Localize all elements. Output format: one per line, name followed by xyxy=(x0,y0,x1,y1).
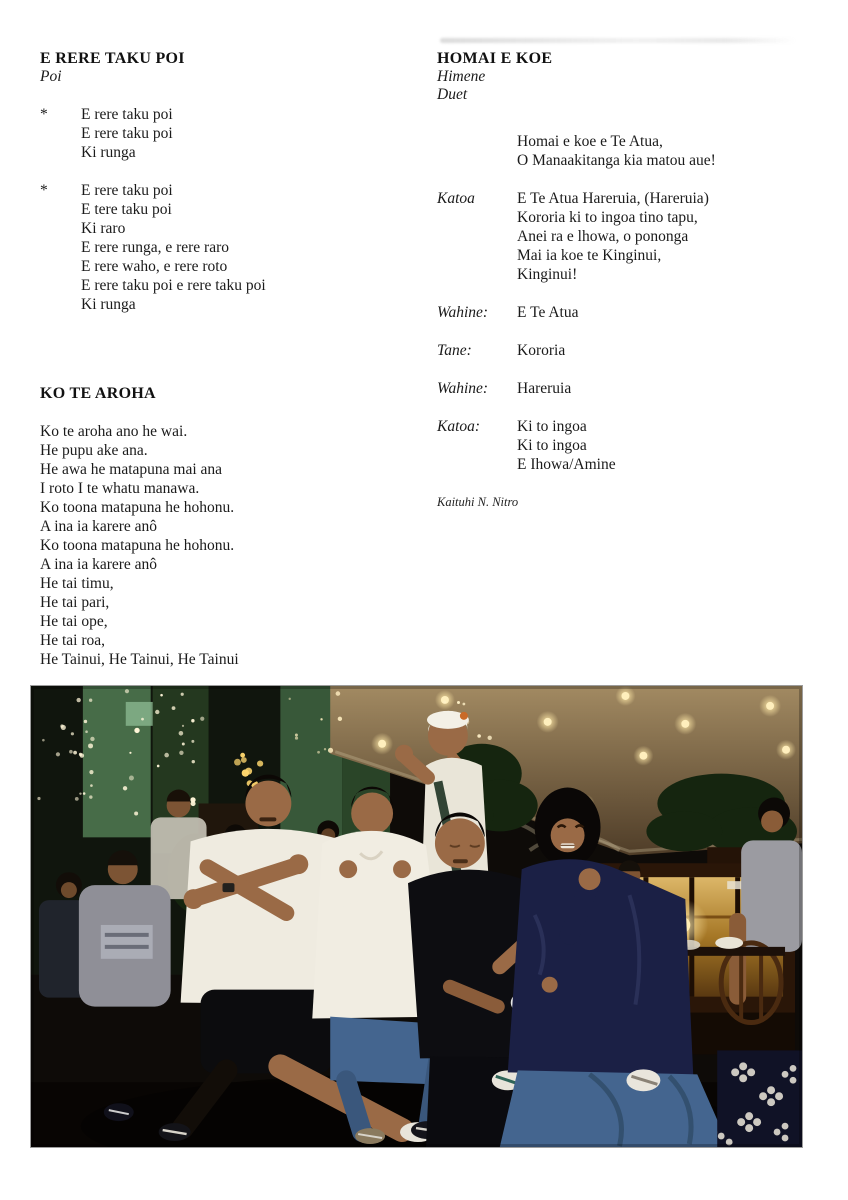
verse xyxy=(40,181,422,314)
part-lines xyxy=(517,132,716,170)
part-lines xyxy=(517,303,578,322)
photo xyxy=(30,685,803,1148)
part-line: Hareruia xyxy=(517,380,572,397)
part-lines xyxy=(517,189,709,284)
part-line: Kororia ki to ingoa tino tapu, xyxy=(517,209,698,226)
song-part xyxy=(437,132,829,170)
photo-image xyxy=(31,686,802,1147)
verse-line: E rere taku poi xyxy=(81,125,173,142)
scan-artifact xyxy=(440,38,796,43)
song-title: KO TE AROHA xyxy=(40,385,156,402)
verse-marker: * xyxy=(40,106,48,123)
song-part xyxy=(437,341,829,360)
part-line: E Ihowa/Amine xyxy=(517,456,616,473)
verse-line: He Tainui, He Tainui, He Tainui xyxy=(40,651,239,668)
verse-line: E rere taku poi xyxy=(81,182,173,199)
song-part xyxy=(437,379,829,398)
verse-line: Ki raro xyxy=(81,220,126,237)
verse-line: He tai pari, xyxy=(40,594,110,611)
speaker-label xyxy=(437,132,517,170)
song-part xyxy=(437,189,829,284)
verse-line: E rere runga, e rere raro xyxy=(81,239,230,256)
part-line: O Manaakitanga kia matou aue! xyxy=(517,152,716,169)
song-subtitle: Poi xyxy=(40,68,62,85)
verse-line: A ina ia karere anô xyxy=(40,556,158,573)
song-section xyxy=(40,50,422,314)
part-line: E Te Atua Hareruia, (Hareruia) xyxy=(517,190,709,207)
verse-marker: * xyxy=(40,182,48,199)
verse xyxy=(40,422,422,669)
part-line: Kinginui! xyxy=(517,266,578,283)
song-section xyxy=(40,385,422,669)
verse-line: I roto I te whatu manawa. xyxy=(40,480,200,497)
verse-lines xyxy=(81,105,173,162)
verse-line: E tere taku poi xyxy=(81,201,172,218)
verse-line: Ko te aroha ano he wai. xyxy=(40,423,188,440)
verse-lines xyxy=(81,181,266,314)
verse-line: Ko toona matapuna he hohonu. xyxy=(40,537,235,554)
verse-line: He pupu ake ana. xyxy=(40,442,148,459)
verse-line: He tai ope, xyxy=(40,613,108,630)
song-title: HOMAI E KOE xyxy=(437,50,553,67)
song-section xyxy=(437,50,829,510)
verse-line: E rere taku poi xyxy=(81,106,173,123)
part-line: Anei ra e lhowa, o pononga xyxy=(517,228,689,245)
song-subtitle: Himene xyxy=(437,68,486,85)
part-lines xyxy=(517,417,616,474)
verse-line: He awa he matapuna mai ana xyxy=(40,461,223,478)
song-title: E RERE TAKU POI xyxy=(40,50,185,67)
verse-line: Ko toona matapuna he hohonu. xyxy=(40,499,235,516)
verse-line: E rere taku poi e rere taku poi xyxy=(81,277,266,294)
speaker-label: Wahine: xyxy=(437,304,489,321)
speaker-label: Katoa xyxy=(437,190,475,207)
author-credit: Kaituhi N. Nitro xyxy=(437,495,519,509)
floral-fabric xyxy=(717,1050,802,1147)
song-subtitle: Duet xyxy=(437,86,468,103)
part-lines xyxy=(517,379,571,398)
speaker-label: Katoa: xyxy=(437,418,481,435)
part-line: Homai e koe e Te Atua, xyxy=(517,133,663,150)
song-part xyxy=(437,417,829,474)
speaker-label: Wahine: xyxy=(437,380,489,397)
part-line: Kororia xyxy=(517,342,566,359)
part-line: Ki to ingoa xyxy=(517,418,587,435)
part-line: E Te Atua xyxy=(517,304,579,321)
part-line: Mai ia koe te Kinginui, xyxy=(517,247,662,264)
verse xyxy=(40,105,422,162)
verse-line: He tai timu, xyxy=(40,575,114,592)
verse-line: E rere waho, e rere roto xyxy=(81,258,228,275)
verse-line: Ki runga xyxy=(81,144,136,161)
song-part xyxy=(437,303,829,322)
right-column xyxy=(437,50,829,510)
verse-line: He tai roa, xyxy=(40,632,105,649)
part-lines xyxy=(517,341,565,360)
part-line: Ki to ingoa xyxy=(517,437,587,454)
speaker-label: Tane: xyxy=(437,342,472,359)
verse-line: Ki runga xyxy=(81,296,136,313)
verse-line: A ina ia karere anô xyxy=(40,518,158,535)
left-column xyxy=(40,50,422,669)
verse-lines xyxy=(40,422,239,669)
